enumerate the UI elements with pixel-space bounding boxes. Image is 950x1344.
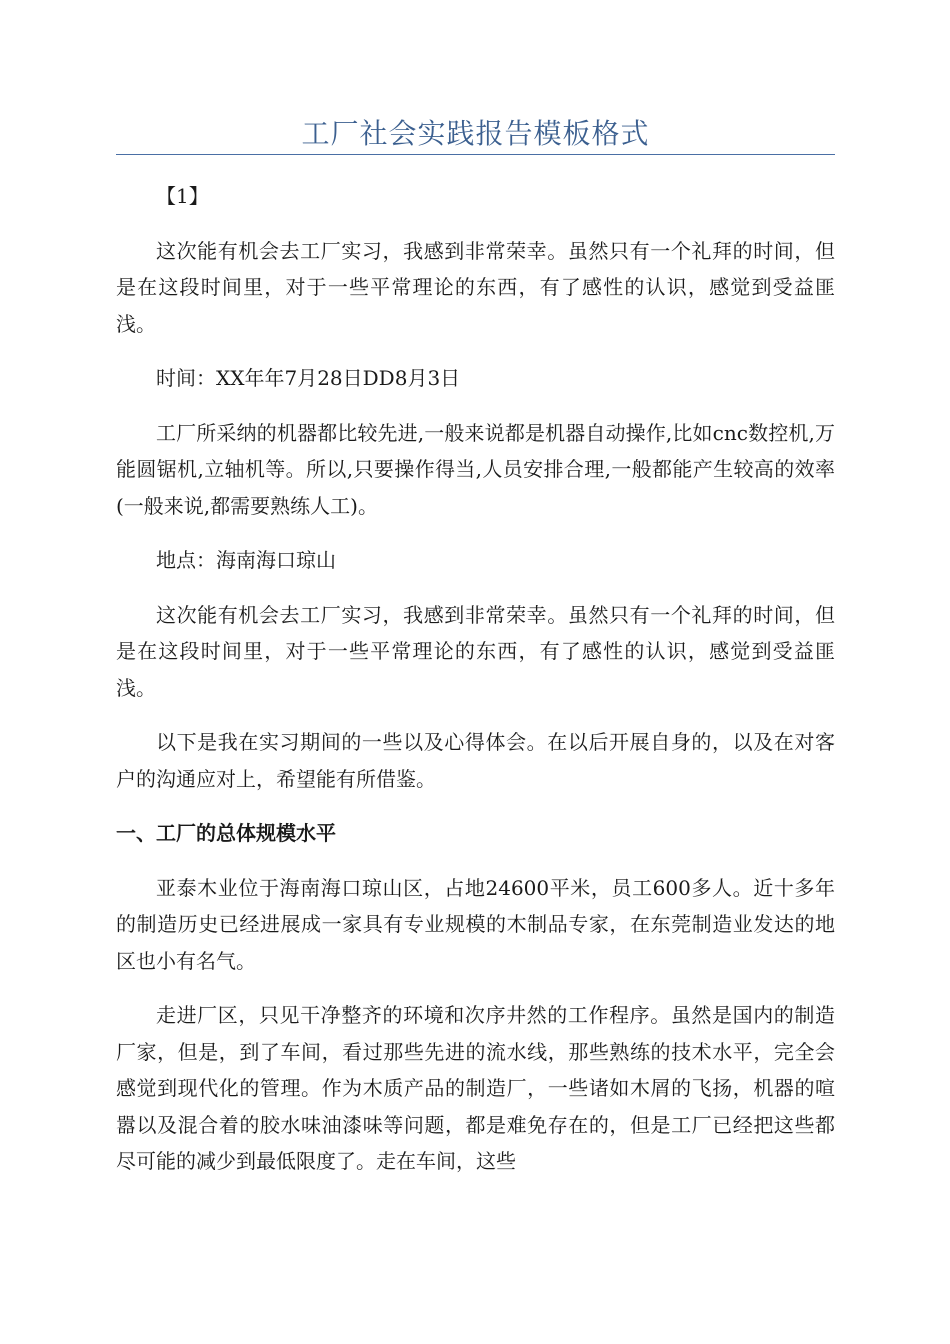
- document-title: 工厂社会实践报告模板格式: [301, 117, 650, 150]
- section-marker: 【1】: [156, 184, 209, 208]
- paragraph-intro: 这次能有机会去工厂实习，我感到非常荣幸。虽然只有一个礼拜的时间，但是在这段时间里，对于一些平常理论的东西，有了感性的认识，感觉到受益匪浅。: [116, 238, 835, 336]
- paragraph-machines: 工厂所采纳的机器都比较先进,一般来说都是机器自动操作,比如cnc数控机,万能圆锯机,立轴机等。所以,只要操作得当,人员安排合理,一般都能产生较高的效率(一般来说,都需要熟练人工)。: [116, 420, 835, 518]
- section-heading: 一、工厂的总体规模水平: [116, 821, 336, 845]
- document-body: [116, 178, 835, 1198]
- paragraph-location: 地点：海南海口琼山: [156, 548, 336, 572]
- paragraph-overview: 以下是我在实习期间的一些以及心得体会。在以后开展自身的，以及在对客户的沟通应对上，希望能有所借鉴。: [116, 730, 835, 791]
- paragraph-time: 时间：XX年年7月28日DD8月3日: [156, 366, 461, 390]
- paragraph-factory: 走进厂区，只见干净整齐的环境和次序井然的工作程序。虽然是国内的制造厂家，但是，到了车间，看过那些先进的流水线，那些熟练的技术水平，完全会感觉到现代化的管理。作为木质产品的制造厂，一些诸如木屑的飞扬，机器的喧嚣以及混合着的胶水味油漆味等问题，都是难免存在的，但是工厂已经把这些都尽可能的减少到最低限度了。走在车间，这些: [116, 1003, 835, 1173]
- title-underline: [116, 154, 835, 155]
- paragraph-intro-repeat: 这次能有机会去工厂实习，我感到非常荣幸。虽然只有一个礼拜的时间，但是在这段时间里，对于一些平常理论的东西，有了感性的认识，感觉到受益匪浅。: [116, 602, 835, 700]
- paragraph-company: 亚泰木业位于海南海口琼山区，占地24600平米，员工600多人。近十多年的制造历史已经进展成一家具有专业规模的木制品专家，在东莞制造业发达的地区也小有名气。: [116, 875, 835, 973]
